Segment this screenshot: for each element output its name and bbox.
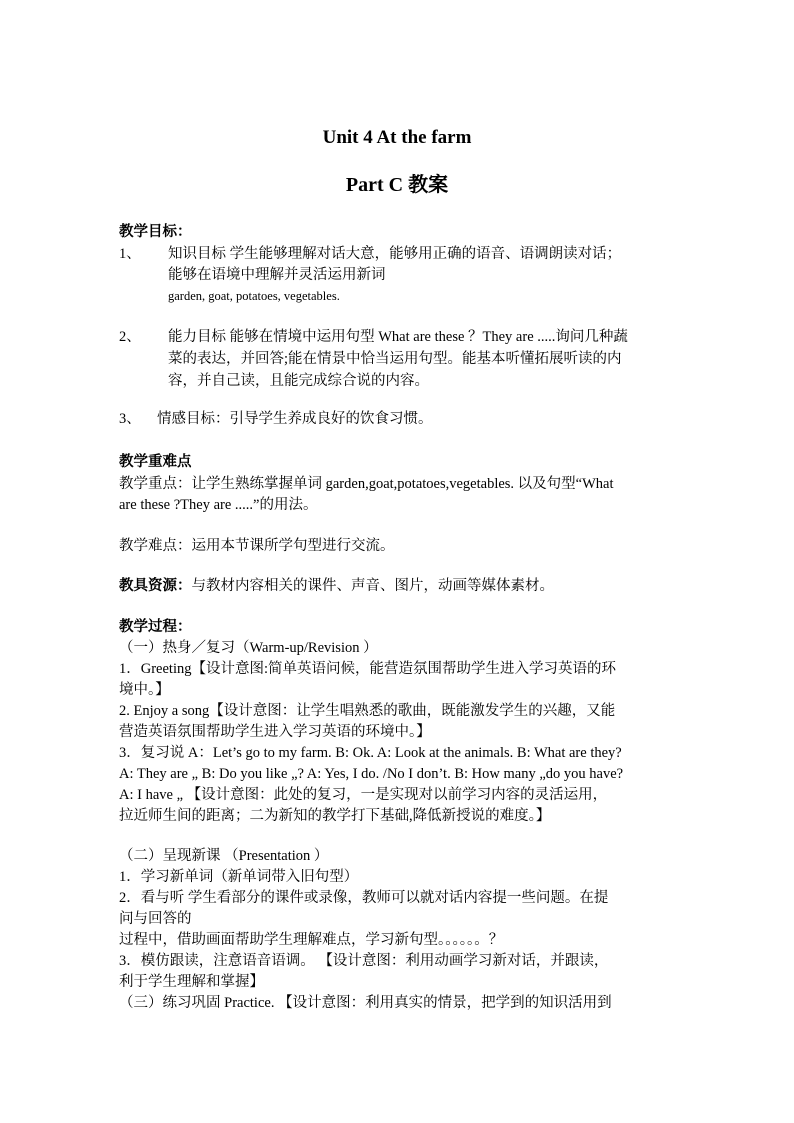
objective-2-line-1: 能力目标 能够在情境中运用句型 What are these ？They are .....询问几种蔬	[168, 329, 628, 345]
objective-1-line-1: 知识目标 学生能够理解对话大意，能够用正确的语音、语调朗读对话；	[168, 246, 622, 262]
section-1-step-3-line-2: A: They are „ B: Do you like „? A: Yes, I do. /No I don’t. B: How many „do you have?	[119, 766, 624, 782]
section-1-step-2-line-1: 2. Enjoy a song【设计意图：让学生唱熟悉的歌曲，既能激发学生的兴趣，又能	[119, 703, 616, 719]
section-2-step-2-line-3: 过程中，借助画面帮助学生理解难点，学习新句型。。。。。。？	[119, 932, 504, 948]
objective-1-number: 1、	[119, 246, 141, 262]
section-1-step-3-line-1: 3．复习说 A：Let’s go to my farm. B: Ok. A: Look at the animals. B: What are they?	[119, 745, 622, 761]
keypoints-heading: 教学重难点	[119, 454, 192, 470]
resources-text: 与教材内容相关的课件、声音、图片，动画等媒体素材。	[191, 578, 554, 594]
section-2-step-2-line-1: 2．看与听 学生看部分的课件或录像，教师可以就对话内容提一些问题。在提	[119, 890, 609, 906]
document-title: Unit 4 At the farm	[322, 127, 472, 148]
focus-line-1: 教学重点：让学生熟练掌握单词 garden,goat,potatoes,vegetables. 以及句型“What	[119, 476, 614, 492]
objective-3-number: 3、	[119, 411, 141, 427]
section-1-title: （一）热身／复习（Warm-up/Revision ）	[119, 640, 378, 656]
section-3-title: （三）练习巩固 Practice. 【设计意图：利用真实的情景，把学到的知识活用到	[119, 995, 612, 1011]
resources-label: 教具资源：	[119, 578, 192, 594]
section-2-step-3-line-1: 3．模仿跟读，注意语音语调。 【设计意图：利用动画学习新对话，并跟读，	[119, 953, 609, 969]
process-heading: 教学过程：	[119, 619, 192, 635]
objective-1-line-3: garden, goat, potatoes, vegetables.	[168, 289, 340, 303]
objective-1-line-2: 能够在语境中理解并灵活运用新词	[168, 267, 386, 283]
section-2-step-3-line-2: 利于学生理解和掌握】	[119, 974, 264, 990]
section-1-step-3-line-4: 拉近师生间的距离；二为新知的教学打下基础,降低新授说的难度。】	[119, 808, 551, 824]
section-2-step-2-line-2: 问与回答的	[119, 911, 192, 927]
section-1-step-1-line-1: 1．Greeting【设计意图:简单英语问候，能营造氛围帮助学生进入学习英语的环	[119, 661, 617, 677]
objective-3-text: 情感目标：引导学生养成良好的饮食习惯。	[157, 411, 433, 427]
objectives-heading: 教学目标：	[119, 224, 192, 240]
section-2-step-1: 1．学习新单词（新单词带入旧句型）	[119, 869, 359, 885]
section-1-step-1-line-2: 境中。】	[119, 682, 170, 698]
difficulty-text: 教学难点：运用本节课所学句型进行交流。	[119, 538, 395, 554]
section-1-step-2-line-2: 营造英语氛围帮助学生进入学习英语的环境中。】	[119, 724, 431, 740]
document-subtitle: Part C 教案	[345, 174, 449, 196]
focus-line-2: are these ?They are .....”的用法。	[119, 497, 318, 513]
section-2-title: （二）呈现新课 （Presentation ）	[119, 848, 329, 864]
resources-line	[119, 576, 554, 596]
objective-2-number: 2、	[119, 329, 141, 345]
section-1-step-3-line-3: A: I have „ 【设计意图：此处的复习，一是实现对以前学习内容的灵活运用，	[119, 787, 608, 803]
objective-2-line-2: 菜的表达，并回答;能在情景中恰当运用句型。能基本听懂拓展听读的内	[168, 351, 622, 367]
objective-2-line-3: 容，并自己读，且能完成综合说的内容。	[168, 373, 429, 389]
